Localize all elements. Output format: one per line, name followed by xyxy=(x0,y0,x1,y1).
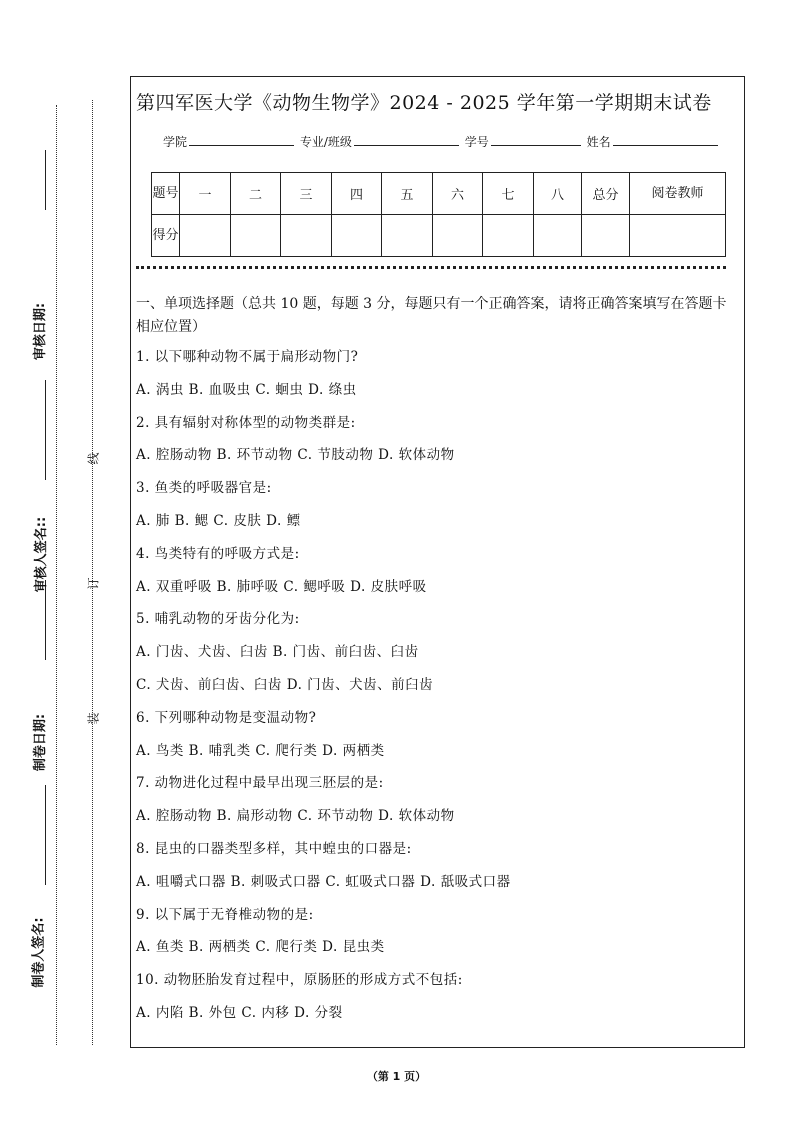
score-cell[interactable] xyxy=(180,215,231,257)
question-stem: 3. 鱼类的呼吸器官是: xyxy=(136,480,272,497)
score-col-header: 七 xyxy=(483,173,534,215)
score-cell[interactable] xyxy=(582,215,630,257)
question-options: C. 犬齿、前臼齿、臼齿 D. 门齿、犬齿、前臼齿 xyxy=(136,677,434,693)
page-number: （第 1 页） xyxy=(366,1070,427,1083)
review-date-label: 审核日期: xyxy=(33,302,49,361)
score-cell[interactable] xyxy=(332,215,382,257)
student-id-label: 学号 xyxy=(464,135,489,149)
binding-char-line: 线 xyxy=(86,452,101,465)
reviewer-signature-label: 审核人签名:: xyxy=(34,516,50,593)
binding-char-staple: 订 xyxy=(86,577,101,590)
question-options: A. 腔肠动物 B. 扁形动物 C. 环节动物 D. 软体动物 xyxy=(136,808,455,825)
score-row-label: 得分 xyxy=(152,215,180,257)
score-col-header: 三 xyxy=(281,173,332,215)
major-class-field[interactable] xyxy=(354,133,459,146)
score-col-header: 六 xyxy=(433,173,483,215)
score-col-header: 总分 xyxy=(582,173,630,215)
margin-dotted-line xyxy=(56,105,57,1045)
section-heading: 一、单项选择题（总共 10 题，每题 3 分，每题只有一个正确答案，请将正确答案填写在答题卡相应位置） xyxy=(136,296,727,335)
major-class-label: 专业/班级 xyxy=(299,135,352,149)
question-stem: 4. 鸟类特有的呼吸方式是: xyxy=(136,545,300,562)
binding-dotted-line xyxy=(92,100,93,1045)
question-options: A. 门齿、犬齿、臼齿 B. 门齿、前臼齿、臼齿 xyxy=(136,644,419,661)
score-cell[interactable] xyxy=(534,215,582,257)
binding-char-bind: 装 xyxy=(86,712,101,725)
score-col-header: 二 xyxy=(231,173,281,215)
question-options: A. 内陷 B. 外包 C. 内移 D. 分裂 xyxy=(136,1005,343,1021)
question-stem: 7. 动物进化过程中最早出现三胚层的是: xyxy=(136,775,384,792)
signature-line xyxy=(45,380,46,480)
paper-maker-signature-label: 制卷人签名: xyxy=(31,917,47,988)
score-cell[interactable] xyxy=(382,215,433,257)
exam-title: 第四军医大学《动物生物学》2024 - 2025 学年第一学期期末试卷 xyxy=(136,92,712,114)
question-stem: 9. 以下属于无脊椎动物的是: xyxy=(136,906,314,923)
question-stem: 2. 具有辐射对称体型的动物类群是: xyxy=(136,414,356,431)
question-number-header: 题号 xyxy=(152,173,180,215)
score-col-header: 一 xyxy=(180,173,231,215)
question-stem: 6. 下列哪种动物是变温动物? xyxy=(136,709,317,726)
score-cell[interactable] xyxy=(231,215,281,257)
score-cell[interactable] xyxy=(630,215,726,257)
question-stem: 5. 哺乳动物的牙齿分化为: xyxy=(136,611,300,628)
grader-header: 阅卷教师 xyxy=(630,173,726,215)
question-options: A. 涡虫 B. 血吸虫 C. 蛔虫 D. 绦虫 xyxy=(136,381,357,398)
question-options: A. 肺 B. 鳃 C. 皮肤 D. 鳔 xyxy=(136,513,301,529)
score-table xyxy=(151,172,726,257)
name-label: 姓名 xyxy=(586,135,611,149)
college-field[interactable] xyxy=(189,133,294,146)
question-options: A. 咀嚼式口器 B. 刺吸式口器 C. 虹吸式口器 D. 舐吸式口器 xyxy=(136,873,511,890)
score-col-header: 五 xyxy=(382,173,433,215)
question-options: A. 鱼类 B. 两栖类 C. 爬行类 D. 昆虫类 xyxy=(136,939,385,956)
question-stem: 10. 动物胚胎发育过程中，原肠胚的形成方式不包括: xyxy=(136,972,463,989)
score-col-header: 四 xyxy=(332,173,382,215)
student-id-field[interactable] xyxy=(491,133,581,146)
college-label: 学院 xyxy=(163,135,188,149)
question-stem: 8. 昆虫的口器类型多样，其中蝗虫的口器是: xyxy=(136,841,412,857)
question-options: A. 双重呼吸 B. 肺呼吸 C. 鳃呼吸 D. 皮肤呼吸 xyxy=(136,578,427,595)
score-cell[interactable] xyxy=(281,215,332,257)
score-col-header: 八 xyxy=(534,173,582,215)
separator-dotted-line xyxy=(136,266,726,269)
score-cell[interactable] xyxy=(483,215,534,257)
question-options: A. 鸟类 B. 哺乳类 C. 爬行类 D. 两栖类 xyxy=(136,742,385,759)
signature-line xyxy=(45,785,46,885)
paper-date-label: 制卷日期: xyxy=(33,713,49,772)
question-stem: 1. 以下哪种动物不属于扁形动物门? xyxy=(136,349,359,365)
name-field[interactable] xyxy=(613,133,718,146)
signature-line xyxy=(45,150,46,210)
score-cell[interactable] xyxy=(433,215,483,257)
question-options: A. 腔肠动物 B. 环节动物 C. 节肢动物 D. 软体动物 xyxy=(136,447,455,464)
student-info-row xyxy=(163,133,720,150)
